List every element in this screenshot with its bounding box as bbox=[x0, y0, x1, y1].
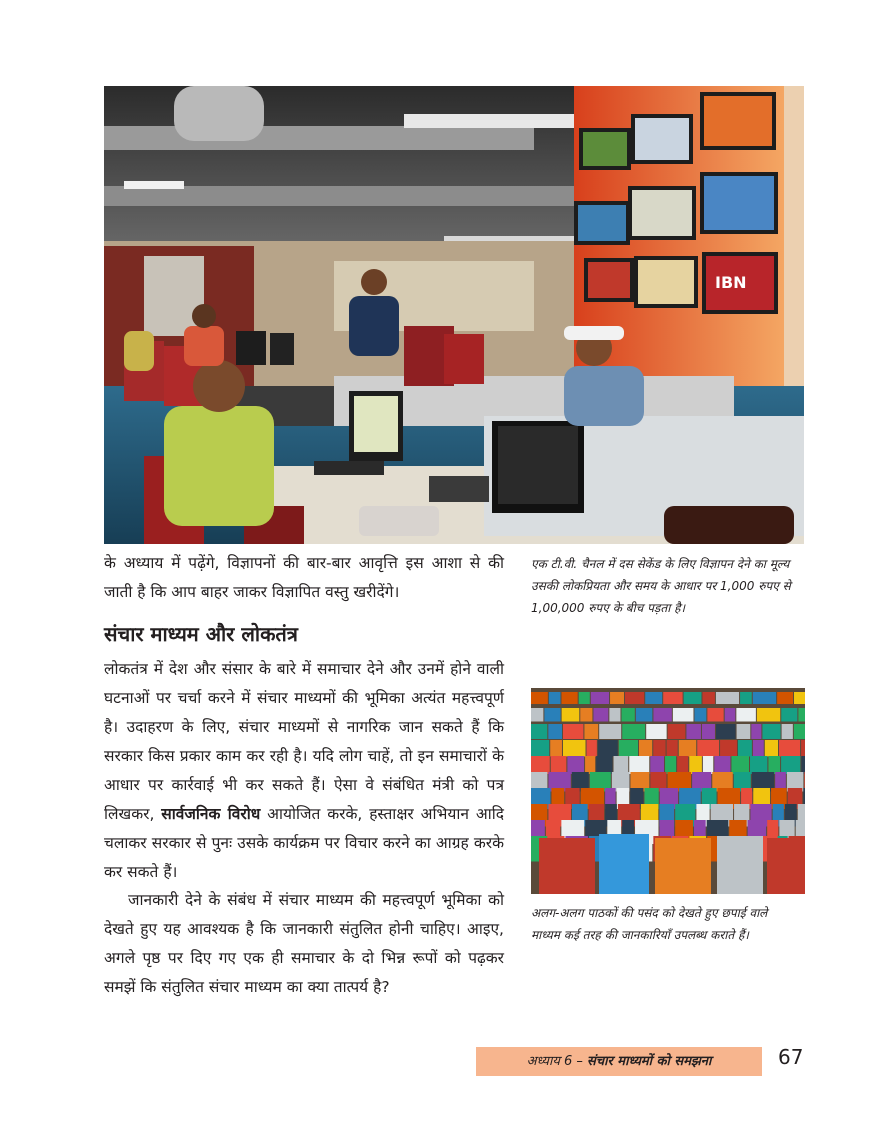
section-heading: संचार माध्यम और लोकतंत्र bbox=[104, 622, 298, 646]
paragraph-media-democracy bbox=[104, 655, 504, 887]
newsroom-photo-caption: एक टी.वी. चैनल में दस सेकेंड के लिए विज्ञापन देने का मूल्य उसकी लोकप्रियता और समय के आधार पर 1,000 रुपए से 1,00,000 रुपए के बीच पड़ता है। bbox=[531, 557, 791, 615]
paragraph-1-text-end: आयोजित करके, हस्ताक्षर अभियान आदि चलाकर सरकार से पुनः उसके कार्यक्रम पर विचार करने का आग्रह करके कर सकते हैं। bbox=[104, 805, 504, 881]
newsroom-photo bbox=[104, 86, 804, 544]
intro-paragraph: के अध्याय में पढ़ेंगे, विज्ञापनों की बार-बार आवृत्ति इस आशा से की जाती है कि आप बाहर जाकर विज्ञापित वस्तु खरीदेंगे। bbox=[104, 554, 504, 601]
monitor-logo-text: IBN bbox=[715, 273, 747, 292]
footer-chapter-label bbox=[476, 1047, 762, 1076]
magazines-photo-caption: अलग-अलग पाठकों की पसंद को देखते हुए छपाई वाले माध्यम कई तरह की जानकारियाँ उपलब्ध कराते हैं। bbox=[531, 906, 768, 942]
magazines-photo bbox=[531, 688, 805, 894]
paragraph-balanced-media: जानकारी देने के संबंध में संचार माध्यम की महत्त्वपूर्ण भूमिका को देखते हुए यह आवश्यक है कि जानकारी संतुलित होनी चाहिए। आइए, अगले पृष्ठ पर दिए गए एक ही समाचार के दो भिन्न रूपों को पढ़कर समझें कि संतुलित संचार माध्यम का क्या तात्पर्य है? bbox=[104, 891, 504, 996]
footer-chapter-number: अध्याय 6 – bbox=[526, 1054, 588, 1069]
paragraph-1-text-start: लोकतंत्र में देश और संसार के बारे में समाचार देने और उनमें होने वाली घटनाओं पर चर्चा करने में संचार माध्यमों की भूमिका अत्यंत महत्त्वपूर्ण है। उदाहरण के लिए, संचार माध्यमों से नागरिक जान सकते हैं कि सरकार किस प्रकार काम कर रही है। यदि लोग चाहें, तो इन समाचारों के आधार पर कार्रवाई भी कर सकते हैं। ऐसा वे संबंधित मंत्री को पत्र लिखकर, bbox=[104, 660, 504, 823]
public-protest-term: सार्वजनिक विरोध bbox=[161, 805, 261, 823]
footer-chapter-title: संचार माध्यमों को समझना bbox=[587, 1054, 712, 1069]
page-number: 67 bbox=[778, 1045, 804, 1069]
